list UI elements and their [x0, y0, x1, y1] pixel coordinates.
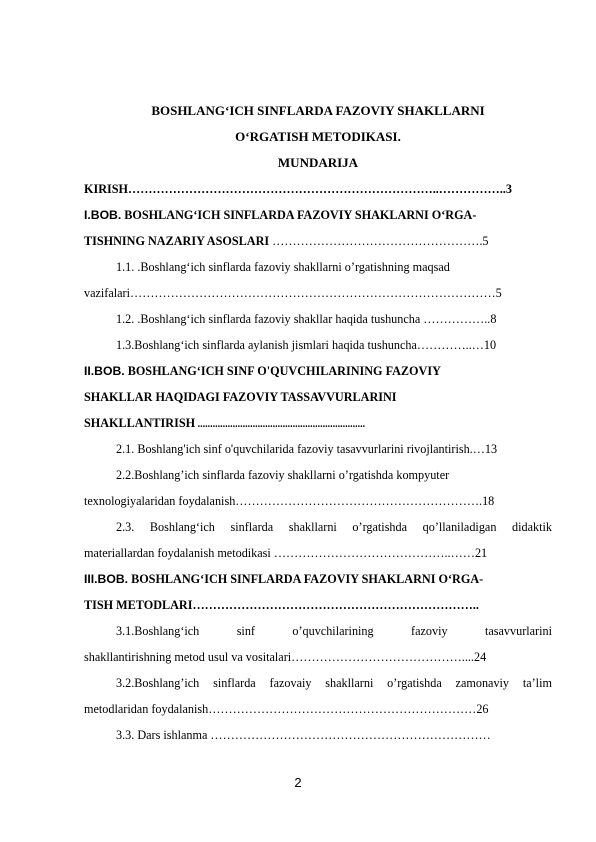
word: fazovaiy: [269, 676, 312, 690]
word: shakllarni: [288, 520, 337, 534]
document-title-line-1: BOSHLANG‘ICH SINFLARDA FAZOVIY SHAKLLARNI: [151, 103, 485, 118]
word: qo’llaniladigan: [422, 520, 497, 534]
word: Boshlang‘ich: [149, 520, 215, 534]
toc-section-3-2-line-1[interactable]: [116, 675, 552, 691]
word: didaktik: [512, 520, 552, 534]
toc-chapter-1-line-1[interactable]: [84, 207, 552, 223]
toc-section-3-1-line-2[interactable]: shakllantirishning metod usul va vositalari……………………………………....24: [84, 650, 487, 664]
word: sinf: [236, 624, 255, 638]
toc-section-3-3[interactable]: 3.3. Dars ishlanma ……………………………………………………………: [116, 728, 491, 742]
word: zamonaviy: [455, 676, 510, 690]
contents-heading: MUNDARIJA: [277, 155, 359, 170]
page-number: 2: [294, 775, 302, 790]
chapter-1-leader: …………………………………………….5: [269, 234, 489, 248]
toc-chapter-1-line-2[interactable]: [84, 233, 552, 249]
word: tasavvurlarini: [484, 624, 552, 638]
toc-entry-kirish[interactable]: KIRISH…………………………………………………………………..……………..3: [84, 182, 512, 196]
word: 3.1.Boshlang‘ich: [116, 624, 200, 638]
chapter-1-title-part-1: BOSHLANG‘ICH SINFLARDA FAZOVIY SHAKLARNI O‘RGA-: [121, 208, 477, 222]
toc-section-2-2-line-2[interactable]: texnologiyalaridan foydalanish…………………………………………………….18: [84, 494, 495, 508]
chapter-1-number: I.BOB.: [84, 208, 122, 222]
toc-section-2-3-line-2[interactable]: materiallardan foydalanish metodikasi ……………………………………..……21: [84, 546, 488, 560]
word: o’quvchilarining: [292, 624, 374, 638]
toc-section-1-3[interactable]: 1.3.Boshlang‘ich sinflarda aylanish jismlari haqida tushuncha…………..…10: [116, 338, 497, 352]
toc-chapter-2-line-1[interactable]: [84, 363, 552, 379]
toc-section-1-2[interactable]: 1.2. .Boshlang‘ich sinflarda fazoviy shakllar haqida tushuncha ……………..8: [116, 312, 497, 326]
word: sinflarda: [213, 676, 256, 690]
toc-section-1-1-line-1[interactable]: 1.1. .Boshlang‘ich sinflarda fazoviy shakllarni o’rgatishning maqsad: [116, 260, 450, 274]
toc-chapter-2-line-3[interactable]: [84, 415, 552, 433]
chapter-2-leader: ...................................................................: [195, 419, 366, 430]
toc-section-3-1-line-1[interactable]: [116, 623, 552, 639]
toc-section-1-1-line-2[interactable]: vazifalari………………………………………………………………………………5: [84, 286, 502, 300]
chapter-2-number: II.BOB.: [84, 364, 125, 378]
word: o’rgatishda: [352, 520, 408, 534]
word: sinflarda: [230, 520, 274, 534]
chapter-2-title-part-1: BOSHLANG‘ICH SINF O'QUVCHILARINING FAZOVIY: [124, 364, 441, 378]
word: o’rgatishda: [387, 676, 442, 690]
toc-chapter-3-line-1[interactable]: [84, 571, 552, 587]
word: 2.3.: [116, 520, 135, 534]
toc-section-2-2-line-1[interactable]: 2.2.Boshlang’ich sinflarda fazoviy shakllarni o’rgatishda kompyuter: [116, 468, 450, 482]
word: 3.2.Boshlang’ich: [116, 676, 200, 690]
document-title-line-2: O‘RGATISH METODIKASI.: [235, 129, 401, 144]
chapter-3-title-part-1: BOSHLANG‘ICH SINFLARDA FAZOVIY SHAKLARNI O‘RGA-: [128, 572, 484, 586]
chapter-3-number: III.BOB.: [84, 572, 129, 586]
chapter-1-title-part-2: TISHNING NAZARIY ASOSLARI: [84, 234, 270, 248]
toc-section-2-1[interactable]: 2.1. Boshlang'ich sinf o'quvchilarida fazoviy tasavvurlarini rivojlantirish.…13: [116, 442, 498, 456]
chapter-2-title-part-3: SHAKLLANTIRISH: [84, 416, 196, 430]
word: ta’lim: [522, 676, 552, 690]
word: shakllarni: [325, 676, 374, 690]
word: fazoviy: [411, 624, 448, 638]
toc-section-3-2-line-2[interactable]: metodlaridan foydalanish…………………………………………………………26: [84, 702, 489, 716]
toc-chapter-3-line-2[interactable]: TISH METODLARI……………………………………………………………..: [84, 598, 479, 612]
toc-section-2-3-line-1[interactable]: [116, 519, 552, 535]
toc-chapter-2-line-2[interactable]: SHAKLLAR HAQIDAGI FAZOVIY TASSAVVURLARINI: [84, 390, 397, 404]
